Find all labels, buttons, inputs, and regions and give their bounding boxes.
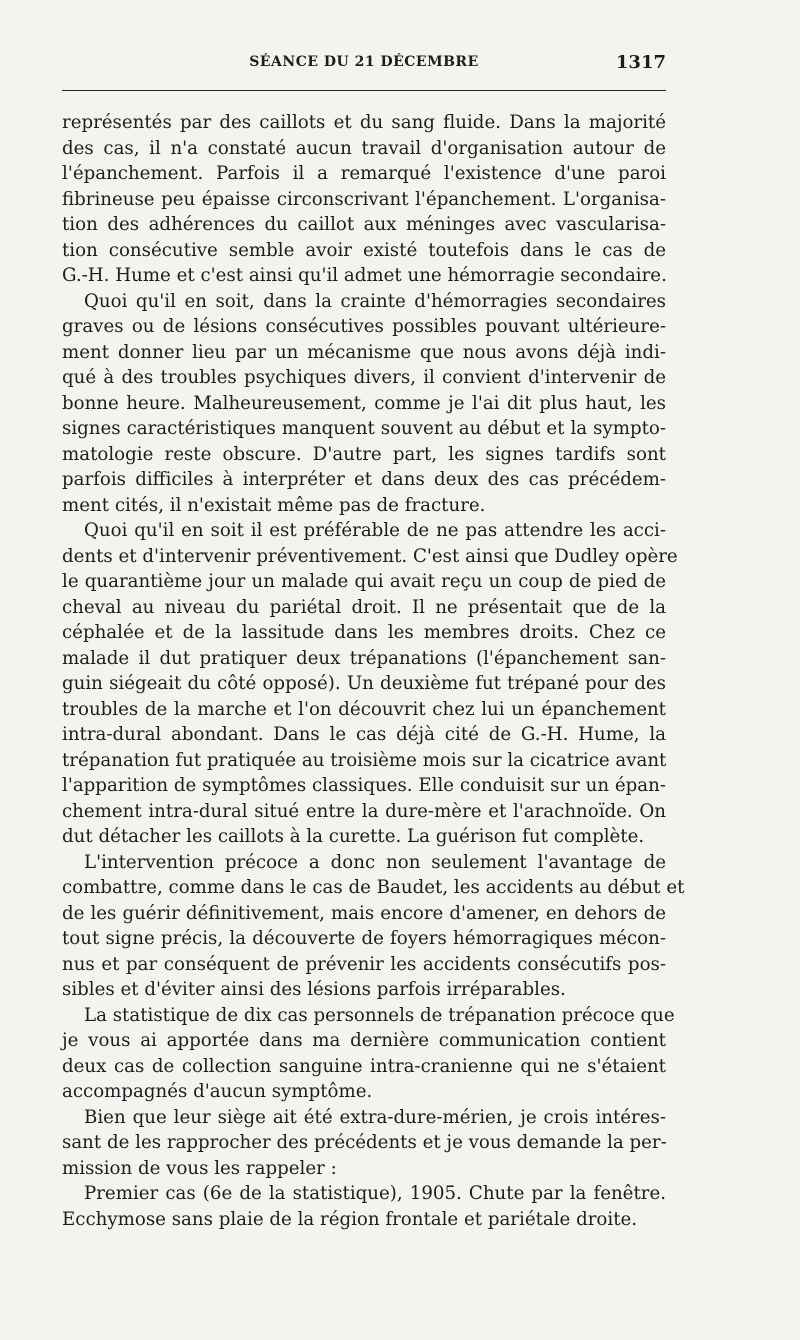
text-line: le quarantième jour un malade qui avait reçu un coup de pied de xyxy=(62,571,666,592)
text-line: tout signe précis, la découverte de foyers hémorragiques mécon- xyxy=(62,928,666,949)
text-line: qué à des troubles psychiques divers, il convient d'intervenir de xyxy=(62,367,666,388)
text-line: céphalée et de la lassitude dans les membres droits. Chez ce xyxy=(62,622,666,643)
paragraph xyxy=(62,850,685,1003)
paragraph xyxy=(62,110,666,289)
text-line: parfois difficiles à interpréter et dans deux des cas précédem- xyxy=(62,469,666,490)
paragraph xyxy=(62,289,666,519)
text-line: malade il dut pratiquer deux trépanations (l'épanchement san- xyxy=(62,647,666,669)
page-number: 1317 xyxy=(615,52,666,73)
text-line: graves ou de lésions consécutives possibles pouvant ultérieure- xyxy=(62,316,666,337)
text-line: de les guérir définitivement, mais encore d'amener, en dehors de xyxy=(62,902,666,924)
text-line: représentés par des caillots et du sang fluide. Dans la majorité xyxy=(62,112,666,133)
text-line: combattre, comme dans le cas de Baudet, les accidents au début et xyxy=(62,877,685,898)
text-line: troubles de la marche et l'on découvrit chez lui un épanchement xyxy=(62,698,666,720)
text-line: l'épanchement. Parfois il a remarqué l'existence d'une paroi xyxy=(62,163,666,184)
paragraph xyxy=(62,518,678,850)
header-title: SÉANCE DU 21 DÉCEMBRE xyxy=(249,54,479,70)
text-line: chement intra-dural situé entre la dure-mère et l'arachnoïde. On xyxy=(62,800,666,822)
text-line: tion des adhérences du caillot aux méninges avec vascularisa- xyxy=(62,214,666,235)
running-header xyxy=(62,52,666,74)
text-line: sibles et d'éviter ainsi des lésions parfois irréparables. xyxy=(62,979,566,1000)
text-line: Bien que leur siège ait été extra-dure-mérien, je crois intéres- xyxy=(84,1106,666,1128)
paragraph xyxy=(62,1105,666,1182)
text-line: G.-H. Hume et c'est ainsi qu'il admet une hémorragie secondaire. xyxy=(62,265,667,286)
text-line: L'intervention précoce a donc non seulement l'avantage de xyxy=(84,851,666,873)
text-line: guin siégeait du côté opposé). Un deuxième fut trépané pour des xyxy=(62,673,666,694)
text-line: je vous ai apportée dans ma dernière communication contient xyxy=(62,1030,666,1051)
text-line: trépanation fut pratiquée au troisième mois sur la cicatrice avant xyxy=(62,749,667,771)
text-line: Quoi qu'il en soit, dans la crainte d'hémorragies secondaires xyxy=(84,290,666,312)
text-line: matologie reste obscure. D'autre part, les signes tardifs sont xyxy=(62,443,666,465)
text-line: mission de vous les rappeler : xyxy=(62,1157,337,1179)
paragraph xyxy=(62,1003,675,1105)
text-line: Premier cas (6e de la statistique), 1905. Chute par la fenêtre. xyxy=(84,1183,666,1204)
text-line: La statistique de dix cas personnels de trépanation précoce que xyxy=(84,1004,675,1026)
text-line: intra-dural abondant. Dans le cas déjà cité de G.-H. Hume, la xyxy=(62,724,666,745)
text-line: deux cas de collection sanguine intra-cranienne qui ne s'étaient xyxy=(62,1055,666,1077)
text-line: cheval au niveau du pariétal droit. Il ne présentait que de la xyxy=(62,596,666,618)
text-line: l'apparition de symptômes classiques. Elle conduisit sur un épan- xyxy=(62,775,666,796)
text-line: tion consécutive semble avoir existé toutefois dans le cas de xyxy=(62,239,666,261)
paragraph xyxy=(62,1181,666,1232)
text-line: ment donner lieu par un mécanisme que nous avons déjà indi- xyxy=(62,341,666,363)
text-line: fibrineuse peu épaisse circonscrivant l'épanchement. L'organisa- xyxy=(62,188,666,210)
text-line: des cas, il n'a constaté aucun travail d'organisation autour de xyxy=(62,137,666,159)
text-line: nus et par conséquent de prévenir les accidents consécutifs pos- xyxy=(62,953,666,975)
text-line: bonne heure. Malheureusement, comme je l'ai dit plus haut, les xyxy=(62,392,666,414)
text-line: dents et d'intervenir préventivement. C'est ainsi que Dudley opère xyxy=(62,545,678,567)
body-text xyxy=(62,110,685,1232)
text-line: dut détacher les caillots à la curette. La guérison fut complète. xyxy=(62,826,645,847)
text-line: Ecchymose sans plaie de la région frontale et pariétale droite. xyxy=(62,1208,638,1230)
text-line: ment cités, il n'existait même pas de fracture. xyxy=(62,494,486,516)
text-line: sant de les rapprocher des précédents et je vous demande la per- xyxy=(62,1132,667,1153)
text-line: Quoi qu'il en soit il est préférable de ne pas attendre les acci- xyxy=(84,520,666,541)
header-rule xyxy=(62,90,666,91)
text-line: accompagnés d'aucun symptôme. xyxy=(62,1081,373,1102)
text-line: signes caractéristiques manquent souvent au début et la sympto- xyxy=(62,418,666,439)
